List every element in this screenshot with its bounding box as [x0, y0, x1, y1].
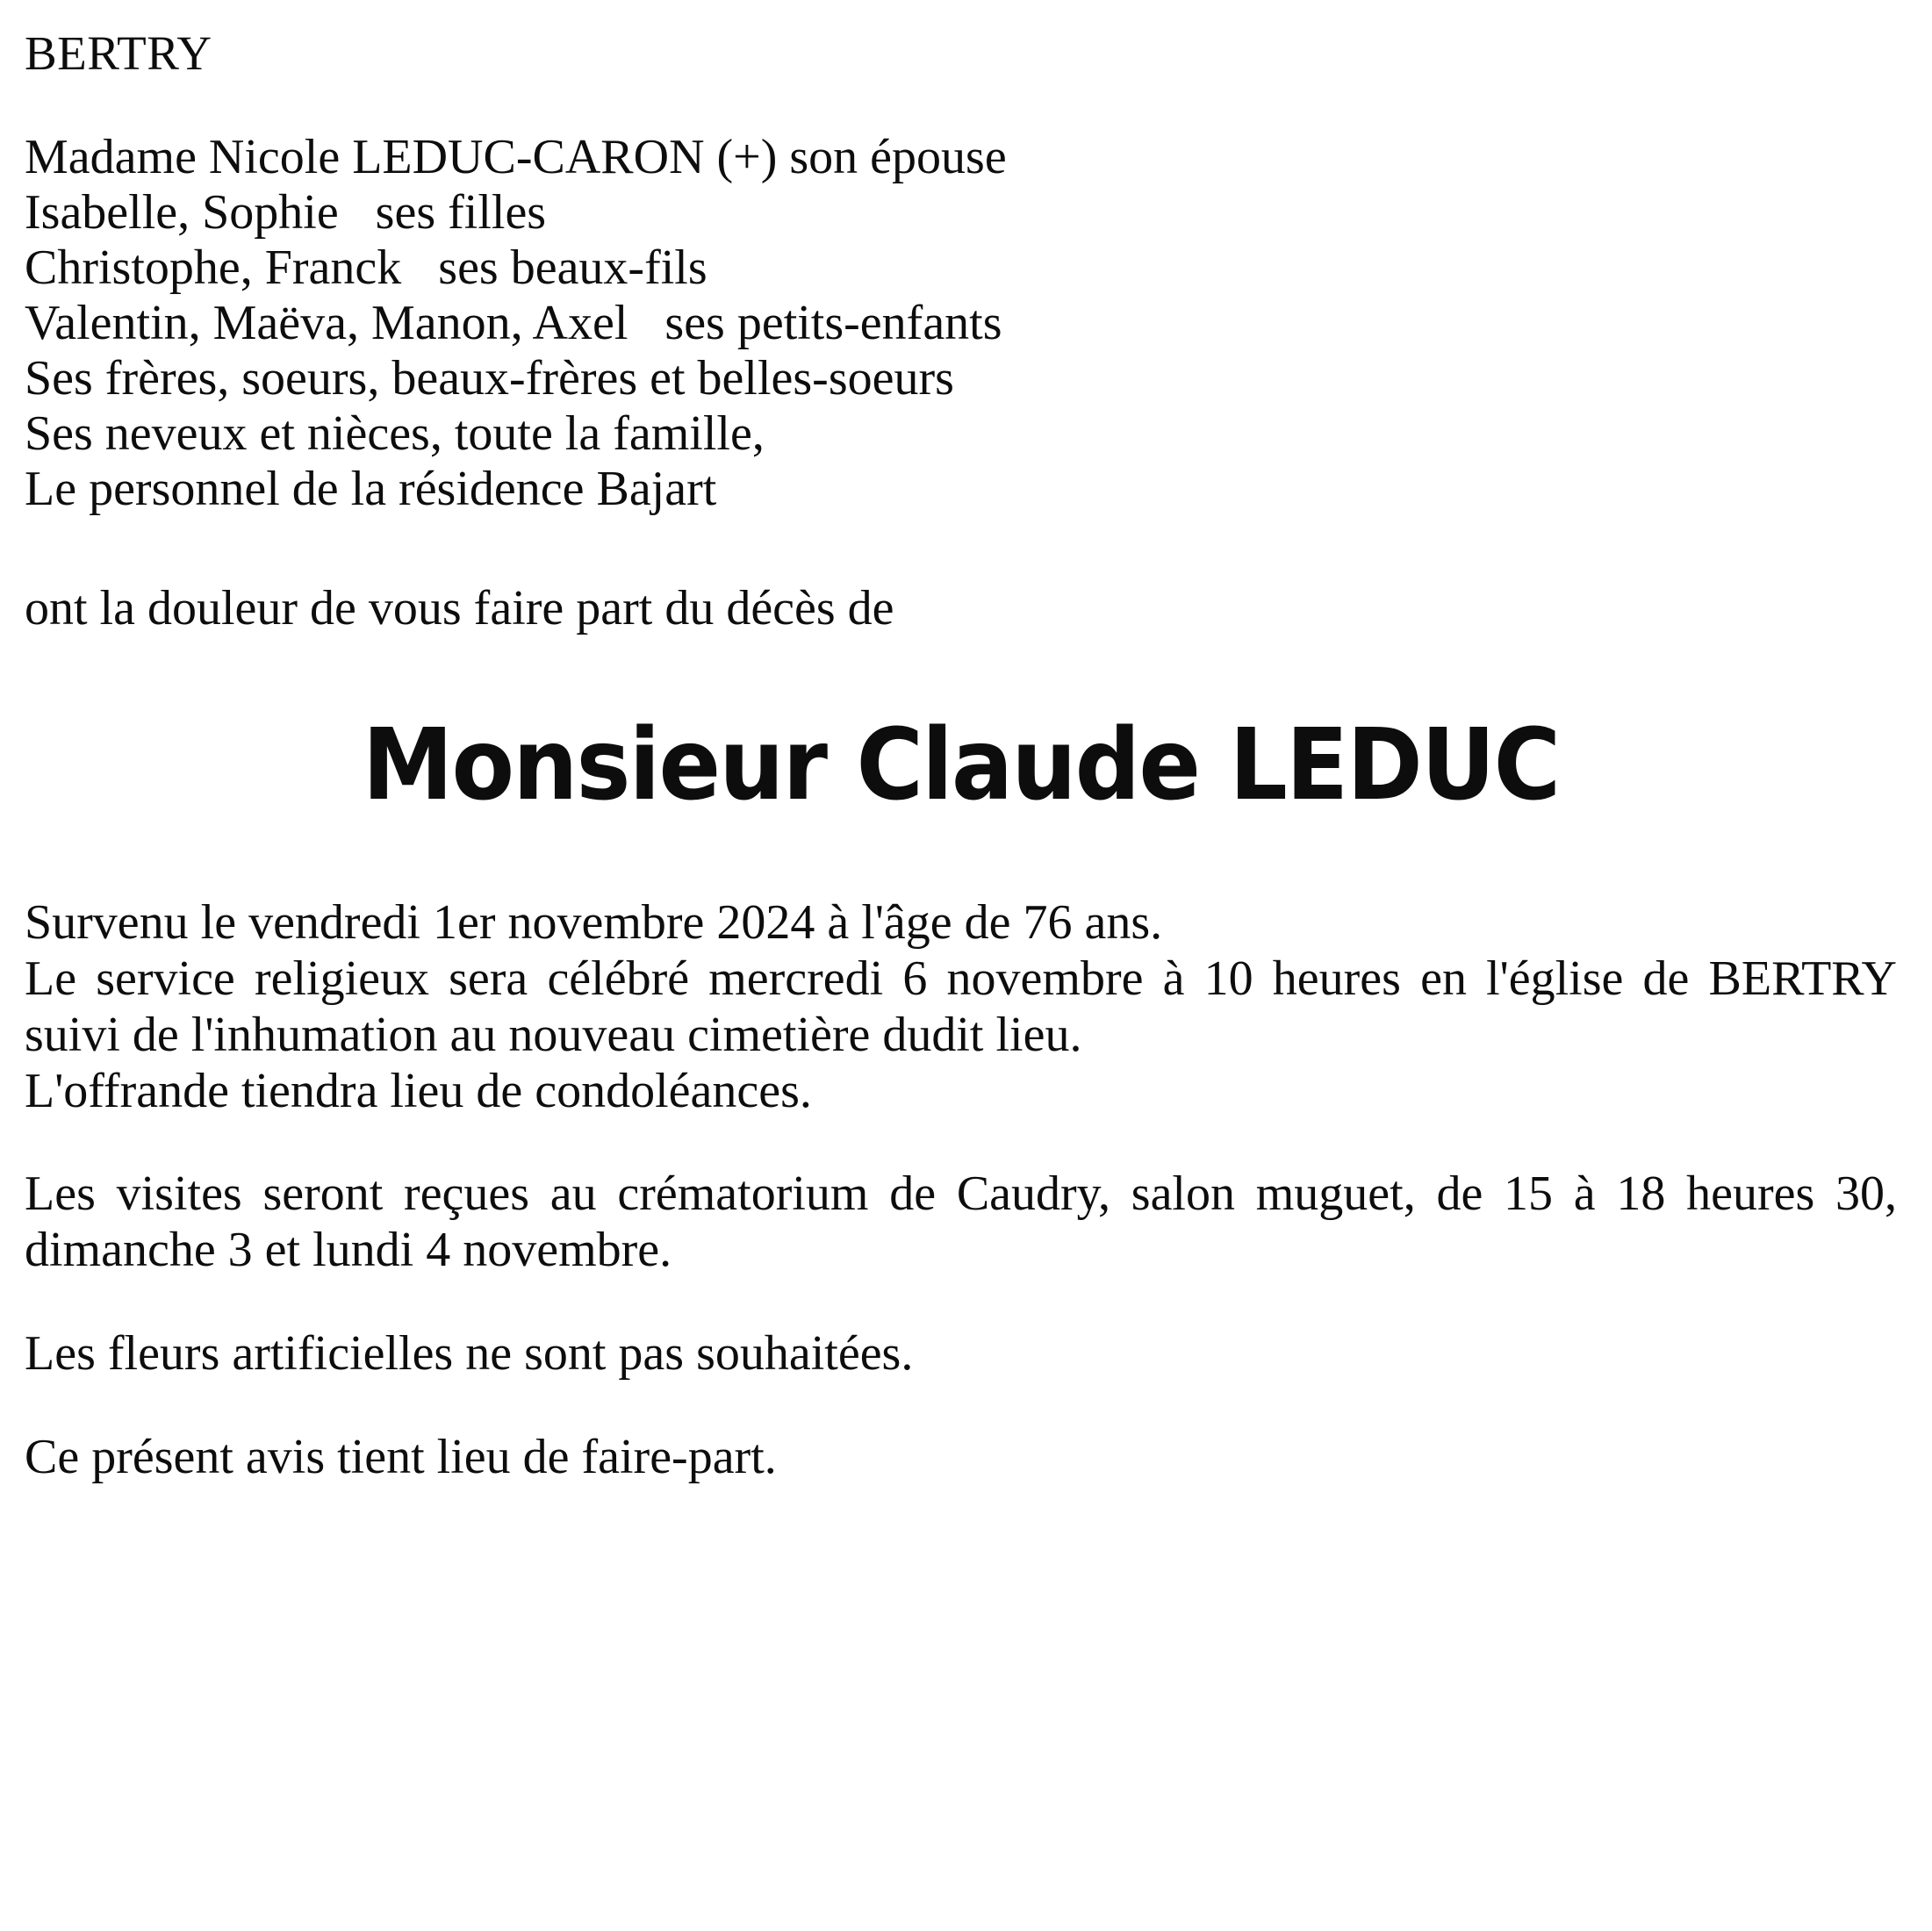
death-line: Survenu le vendredi 1er novembre 2024 à l'âge de 76 ans.	[25, 895, 1163, 951]
spacer	[25, 81, 1897, 130]
spacer	[25, 820, 1897, 895]
locality-heading: BERTRY	[25, 26, 212, 80]
spacer	[25, 1382, 1897, 1430]
details-block	[25, 895, 1897, 1486]
family-line: Christophe, Franck ses beaux-fils	[25, 240, 707, 295]
family-line: Isabelle, Sophie ses filles	[25, 184, 547, 240]
family-line: Ses frères, soeurs, beaux-frères et belles-soeurs	[25, 350, 954, 406]
family-line: Le personnel de la résidence Bajart	[25, 461, 717, 516]
flowers-line: Les fleurs artificielles ne sont pas souhaitées.	[25, 1326, 914, 1382]
family-list	[25, 130, 1897, 517]
visits-line: Les visites seront reçues au crématorium de Caudry, salon muguet, de 15 à 18 heures 30, dimanche 3 et lundi 4 novembre.	[25, 1166, 1897, 1278]
spacer	[25, 1119, 1897, 1166]
announcement-text: ont la douleur de vous faire part du décès de	[25, 580, 894, 635]
family-line: Valentin, Maëva, Manon, Axel ses petits-enfants	[25, 295, 1002, 350]
service-line: Le service religieux sera célébré mercredi 6 novembre à 10 heures en l'église de BERTRY suivi de l'inhumation au nouveau cimetière dudit lieu.	[25, 951, 1897, 1062]
spacer	[25, 1279, 1897, 1326]
family-line: Madame Nicole LEDUC-CARON (+) son épouse	[25, 129, 1007, 184]
deceased-name: Monsieur Claude LEDUC	[362, 707, 1560, 822]
offering-line: L'offrande tiendra lieu de condoléances.	[25, 1063, 812, 1118]
notice-line: Ce présent avis tient lieu de faire-part.	[25, 1429, 777, 1484]
spacer	[25, 517, 1897, 580]
spacer	[25, 636, 1897, 712]
family-line: Ses neveux et nièces, toute la famille,	[25, 406, 765, 461]
